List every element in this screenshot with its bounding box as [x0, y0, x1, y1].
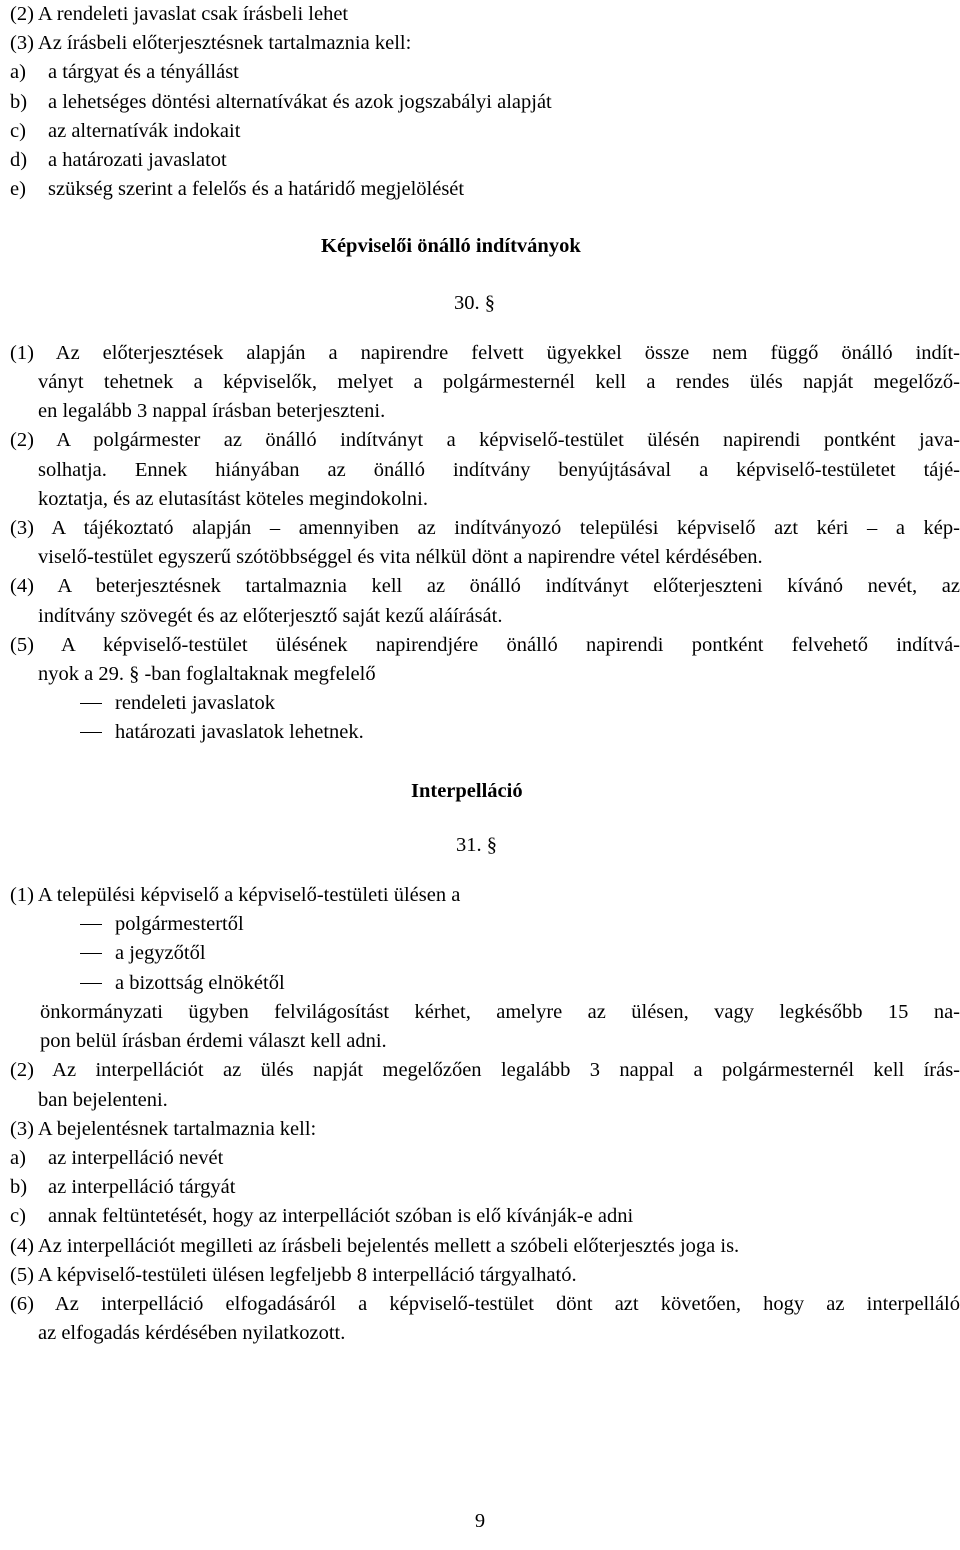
list-item-text: az interpelláció tárgyát [48, 1176, 236, 1199]
paragraph-line: (5) A képviselő-testület ülésének napirendjére önálló napirendi pontként felvehető indítvá- [10, 633, 960, 656]
document-body [10, 0, 960, 1348]
paragraph-line: (6) Az interpelláció elfogadásáról a képviselő-testület dönt azt követően, hogy az interpelláló [10, 1292, 960, 1315]
list-item-text: az alternatívák indokait [48, 119, 241, 142]
dash-bullet-icon [80, 953, 102, 954]
dash-list-item [10, 689, 960, 718]
paragraph-line: (2) Az interpellációt az ülés napját megelőzően legalább 3 nappal a polgármesternél kell írás- [10, 1059, 960, 1082]
list-item-text: annak feltüntetését, hogy az interpellációt szóban is elő kívánják-e adni [48, 1205, 634, 1228]
section-30-paragraph-5 [10, 631, 960, 689]
list-item-text: a határozati javaslatot [48, 149, 227, 172]
dash-list-item [10, 969, 960, 998]
paragraph-line: nyok a 29. § -ban foglaltaknak megfelelő [38, 663, 376, 686]
section-31-paragraph-2 [10, 1056, 960, 1114]
paragraph-line: az elfogadás kérdésében nyilatkozott. [38, 1322, 346, 1345]
section-30-paragraph-3 [10, 514, 960, 572]
list-item [10, 1173, 960, 1202]
list-item [10, 117, 960, 146]
list-item [10, 175, 960, 204]
paragraph-line: indítvány szövegét és az előterjesztő saját kezű aláírását. [38, 604, 503, 627]
paragraph-line: (2) A polgármester az önálló indítványt a képviselő-testület ülésén napirendi pontként java- [10, 429, 960, 452]
section-number: 31. § [456, 833, 497, 856]
dash-list-item [10, 939, 960, 968]
paragraph-line: ban bejelenteni. [38, 1088, 168, 1111]
section-30-paragraph-4 [10, 572, 960, 630]
paragraph-line: (3) A tájékoztató alapján – amennyiben az indítványozó települési képviselő azt kéri – a kép- [10, 517, 960, 540]
section-31-paragraph-1-continuation [10, 998, 960, 1056]
section-31-paragraph-6 [10, 1290, 960, 1348]
section-31-paragraph-3: (3) A bejelentésnek tartalmaznia kell: [10, 1117, 317, 1140]
dash-bullet-icon [80, 924, 102, 925]
dash-bullet-icon [80, 703, 102, 704]
section-30-paragraph-1 [10, 339, 960, 427]
paragraph-line: (1) Az előterjesztések alapján a napirendre felvett ügyekkel össze nem függő önálló indít- [10, 341, 960, 364]
dash-list-item-text: rendeleti javaslatok [115, 692, 275, 715]
paragraph-line: (4) A beterjesztésnek tartalmaznia kell az önálló indítványt előterjeszteni kívánó nevét, az [10, 575, 960, 598]
section-31-paragraph-1: (1) A települési képviselő a képviselő-testületi ülésen a [10, 884, 461, 907]
section-heading: Interpelláció [411, 779, 523, 802]
list-item [10, 1202, 960, 1231]
paragraph-line: ványt tehetnek a képviselők, melyet a polgármesternél kell a rendes ülés napját megelőző- [38, 371, 960, 394]
list-item [10, 88, 960, 117]
list-item-text: a tárgyat és a tényállást [48, 61, 239, 84]
list-item-label: a) [10, 1146, 26, 1169]
list-item-text: az interpelláció nevét [48, 1146, 224, 1169]
paragraph-line: önkormányzati ügyben felvilágosítást kérhet, amelyre az ülésen, vagy legkésőbb 15 na- [40, 1000, 960, 1023]
section-number: 30. § [454, 291, 495, 314]
list-item-label: b) [10, 90, 28, 113]
section-heading: Képviselői önálló indítványok [321, 235, 581, 258]
paragraph-2: (2) A rendeleti javaslat csak írásbeli lehet [10, 3, 349, 25]
dash-list-item [10, 910, 960, 939]
dash-list-item-text: polgármestertől [115, 913, 244, 936]
list-item-text: szükség szerint a felelős és a határidő megjelölését [48, 178, 465, 201]
dash-list-item-text: a bizottság elnökétől [115, 971, 285, 994]
list-item [10, 146, 960, 175]
paragraph-3: (3) Az írásbeli előterjesztésnek tartalmaznia kell: [10, 32, 412, 55]
section-31-paragraph-4: (4) Az interpellációt megilleti az írásbeli bejelentés mellett a szóbeli előterjesztés joga is. [10, 1234, 740, 1257]
dash-list-item [10, 718, 960, 747]
list-item-label: b) [10, 1176, 28, 1199]
list-item-label: a) [10, 61, 26, 84]
section-31-paragraph-5: (5) A képviselő-testületi ülésen legfeljebb 8 interpelláció tárgyalható. [10, 1263, 577, 1286]
list-item [10, 58, 960, 87]
list-item-text: a lehetséges döntési alternatívákat és azok jogszabályi alapját [48, 90, 552, 113]
list-item-label: c) [10, 119, 26, 142]
dash-bullet-icon [80, 983, 102, 984]
paragraph-line: en legalább 3 nappal írásban beterjeszteni. [38, 400, 386, 423]
dash-list-item-text: határozati javaslatok lehetnek. [115, 721, 364, 744]
dash-list-item-text: a jegyzőtől [115, 942, 206, 965]
paragraph-line: pon belül írásban érdemi választ kell adni. [40, 1030, 387, 1053]
paragraph-line: koztatja, és az elutasítást köteles megindokolni. [38, 487, 428, 510]
list-item-label: e) [10, 178, 26, 201]
paragraph-line: viselő-testület egyszerű szótöbbséggel és vita nélkül dönt a napirendre vétel kérdésében. [38, 546, 763, 569]
section-30-paragraph-2 [10, 426, 960, 514]
dash-bullet-icon [80, 732, 102, 733]
list-item-label: d) [10, 149, 28, 172]
page-number: 9 [474, 1510, 486, 1532]
list-item [10, 1144, 960, 1173]
list-item-label: c) [10, 1205, 26, 1228]
paragraph-line: solhatja. Ennek hiányában az önálló indítvány benyújtásával a képviselő-testületet tájé- [38, 458, 960, 481]
